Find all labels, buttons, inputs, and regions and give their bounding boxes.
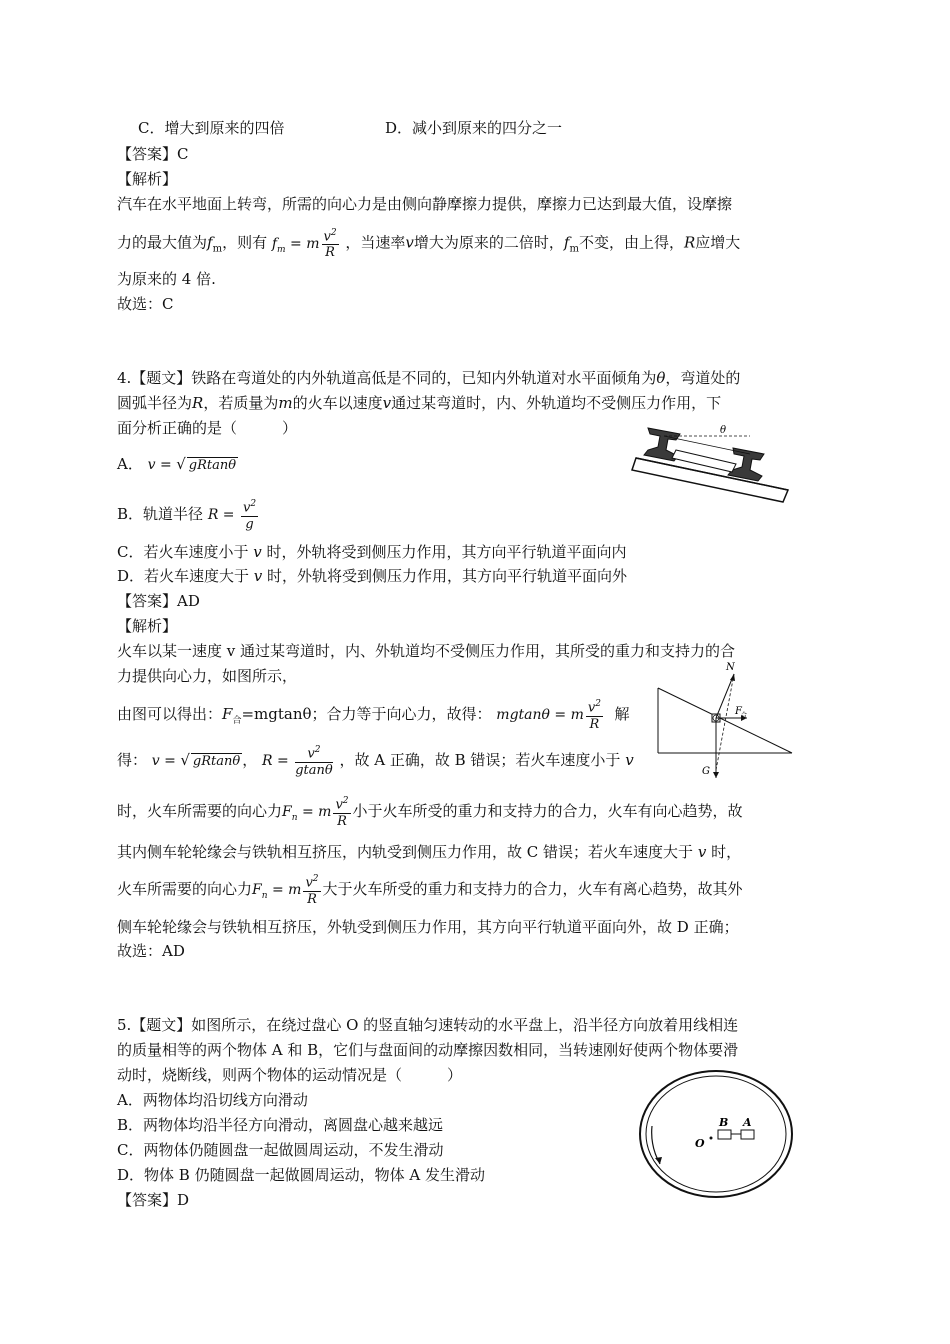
q4-a4-fraction: $\frac{v^2}{gtan\theta}$ [295,745,333,778]
q3-text: 增大为原来的二倍时， [413,233,564,252]
force-diagram [655,660,795,785]
q3-text: ，则有 [222,233,268,252]
q4-analysis-line7 [117,872,743,913]
q3-fm-sub: m [212,243,223,255]
q4-v: v [253,543,262,561]
q4-analysis-line5 [117,794,743,835]
q4-text: 时，外轨将受到侧压力作用，其方向平行轨道平面向外 [262,567,628,585]
q4-text: 圆弧半径为 [117,394,193,412]
q5-option-d[interactable]: D．物体 B 仍随圆盘一起做圆周运动，物体 A 发生滑动 [117,1166,485,1184]
q4-opt-b-label: B．轨道半径 [117,505,204,523]
q4-v: v [151,753,160,769]
q5-answer: 【答案】D [117,1191,190,1209]
q5-stem-line2: 的质量相等的两个物体 A 和 B，它们与盘面间的动摩擦因数相同，当转速刚好使两个物体要滑 [117,1041,739,1059]
q4-choice: 故选：AD [117,942,185,960]
force-G-label: G [702,766,710,777]
disk-B-label: B [719,1116,729,1129]
q4-answer: 【答案】AD [117,592,200,610]
q3-analysis-label: 【解析】 [117,170,178,188]
q4-text: 大于火车所受的重力和支持力的合力，火车有离心趋势，故其外 [322,880,743,898]
q4-num: v [335,797,343,813]
q4-analysis-line4: 得： v = √ gRtanθ ， R = $\frac{v^2}{gtan\theta}$ ，故 A 正确，故 B 错误；若火车速度小于 v [117,745,634,778]
q5-option-c[interactable]: C．两物体仍随圆盘一起做圆周运动，不发生滑动 [117,1141,444,1159]
q4-den: R [307,891,317,907]
q4-text: 火车所需要的向心力 [117,880,253,898]
q3-option-c: C．增大到原来的四倍 [138,119,285,137]
q4-R: R [192,394,204,412]
force-F-sub-label: 合 [741,712,748,719]
q4-a3-fraction: $\frac{v^2}{R}$ [587,699,601,732]
q4-m: m [278,394,293,412]
q4-stem-line2 [117,393,721,413]
rail-theta-label: θ [720,425,727,436]
q4-text: 4.【题文】铁路在弯道处的内外轨道高低是不同的，已知内外轨道对水平面倾角为 [117,369,657,387]
q4-analysis-label: 【解析】 [117,617,178,635]
q4-option-d[interactable] [117,566,627,586]
q4-opt-a-v: v [147,457,156,473]
q4-opt-b-eq: = [218,507,239,523]
q3-fraction: $\frac{v^2}{R}$ [323,228,337,261]
q4-analysis-line1: 火车以某一速度 v 通过某弯道时，内、外轨道均不受侧压力作用，其所受的重力和支持力的合 [117,642,736,660]
q4-eq: = m [297,804,332,820]
q3-analysis-line3: 为原来的 4 倍. [117,270,216,288]
q3-choice: 故选：C [117,295,174,313]
disk-A-label: A [743,1116,752,1129]
q5-stem-line3: 动时，烧断线，则两个物体的运动情况是（ ） [117,1066,463,1084]
q4-F-sub: n [291,813,298,823]
q4-F: F [222,705,233,723]
q5-option-b[interactable]: B．两物体均沿半径方向滑动，离圆盘心越来越远 [117,1116,444,1134]
q4-v: v [697,843,707,861]
q4-stem-line1 [117,368,740,388]
q4-text: 小于火车所受的重力和支持力的合力，火车有向心趋势，故 [352,802,743,820]
q4-v: v [253,567,263,585]
q3-text: 不变，由上得， [578,233,684,252]
q3-analysis-line2 [117,226,740,265]
q4-a7-fraction: $\frac{v^2}{R}$ [305,874,319,907]
q4-eq: = m [267,882,302,898]
q4-F-sub: 合 [232,716,242,726]
q4-opt-b-fraction: $\frac{v^2}{g}$ [243,499,257,532]
q4-text: C．若火车速度小于 [117,543,254,561]
q4-den: gtanθ [295,762,333,778]
q4-text: 的火车以速度 [292,394,383,412]
q4-theta: θ [656,369,666,387]
q4-v: v [625,751,634,769]
q4-F: F [282,804,292,820]
q4-analysis-line6 [117,842,741,862]
disk-figure [638,1068,798,1200]
q4-text: 得： [117,751,148,769]
q4-F-sub: n [261,891,268,901]
q4-option-b[interactable] [117,496,260,533]
q4-opt-b-num: v [243,500,251,516]
q4-opt-a-label: A． [117,455,143,473]
q4-text: ，故 A 正确，故 B 错误；若火车速度小于 [339,751,621,769]
q3-text: ，当速率 [345,233,406,252]
q4-sqrt: gRtanθ [192,754,241,769]
q3-fm: f [207,233,213,252]
q4-text: ，若质量为 [203,394,279,412]
q3-R: R [683,233,696,252]
q4-text: =mgtanθ；合力等于向心力，故得： [241,705,492,723]
q4-den: R [337,813,347,829]
q5-stem-line1: 5.【题文】如图所示，在绕过盘心 O 的竖直轴匀速转动的水平盘上，沿半径方向放着用线相连 [117,1016,739,1034]
q4-v: v [382,394,392,412]
q3-text: 应增大 [695,233,741,252]
q3-fm-sub: m [569,243,579,255]
q4-den: R [589,716,600,732]
q4-text: ，弯道处的 [665,369,741,387]
q3-formula: $f_m = m$ [271,235,320,255]
q3-v: v [405,233,414,252]
force-N-label: N [726,662,735,673]
q4-option-c[interactable] [117,542,627,562]
q4-opt-a-sqrt: gRtanθ [188,458,237,473]
q4-text: 通过某弯道时，内、外轨道均不受侧压力作用，下 [391,394,722,412]
q4-text: 其内侧车轮轮缘会与铁轨相互挤压，内轨受到侧压力作用，故 C 错误；若火车速度大于 [117,843,694,861]
q3-text: 力的最大值为 [117,233,208,252]
q4-num: v [305,875,313,891]
q4-num: v [307,746,315,762]
q4-opt-b-den: g [245,516,254,532]
q4-a5-fraction: $\frac{v^2}{R}$ [335,796,349,829]
q4-text: D．若火车速度大于 [117,567,254,585]
disk-O-label: O [695,1137,705,1150]
q4-text: 时，火车所需要的向心力 [117,802,283,820]
rail-figure [628,420,793,505]
q3-answer: 【答案】C [117,145,189,163]
force-F-label: F [735,706,742,717]
q4-text: 解 [614,705,630,723]
q4-text: 由图可以得出： [117,705,223,723]
q4-text: 时， [711,843,742,861]
q3-option-d: D．减小到原来的四分之一 [385,119,563,137]
q4-stem-line3: 面分析正确的是（ ） [117,419,298,437]
q3-fm: f [563,233,570,252]
q4-analysis-line8: 侧车轮轮缘会与铁轨相互挤压，外轨受到侧压力作用，其方向平行轨道平面向外，故 D 正确； [117,918,739,936]
q4-F: F [252,882,262,898]
q4-eq: mgtanθ = m [496,707,584,723]
q4-num: v [587,700,596,716]
q5-option-a[interactable]: A．两物体均沿切线方向滑动 [117,1091,308,1109]
q4-opt-a-eq: = [155,457,177,473]
q4-analysis-line2: 力提供向心力，如图所示， [117,667,298,685]
q4-option-a[interactable]: A． v = √ gRtanθ [117,455,237,473]
q4-text: 时，外轨将受到侧压力作用，其方向平行轨道平面向内 [261,543,627,561]
q4-opt-b-R: R [207,507,219,523]
q4-R: R [262,753,273,769]
q3-analysis-line1: 汽车在水平地面上转弯，所需的向心力是由侧向静摩擦力提供，摩擦力已达到最大值，设摩擦 [117,195,733,213]
q4-analysis-line3 [117,697,630,738]
